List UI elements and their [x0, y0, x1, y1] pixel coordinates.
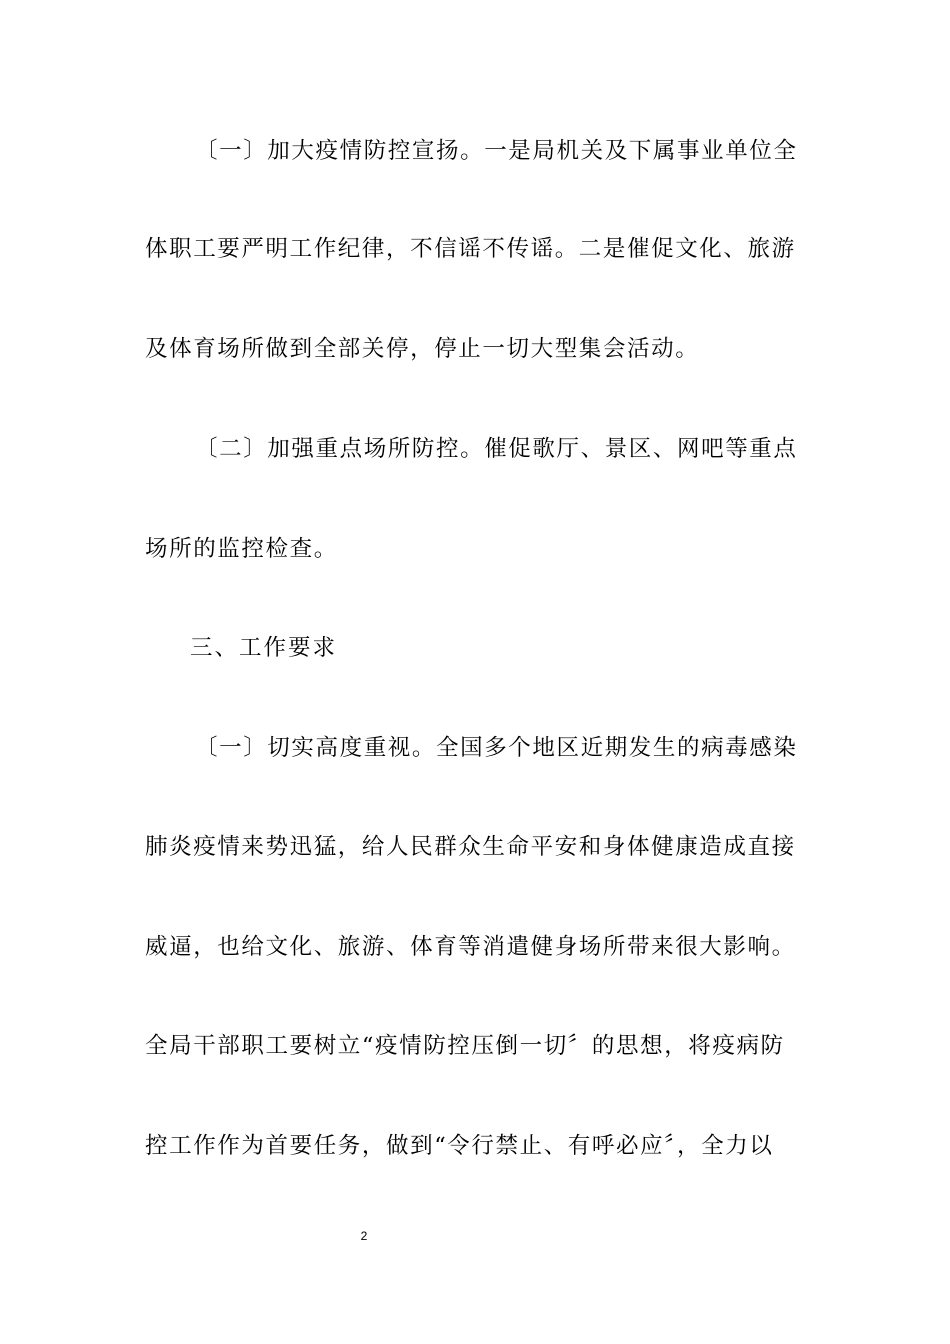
paragraph-line-9: 威逼，也给文化、旅游、体育等消遣健身场所带来很大影响。 — [145, 934, 796, 960]
paragraph-line-4: 〔二〕加强重点场所防控。催促歌厅、景区、网吧等重点 — [195, 436, 798, 462]
page-number: 2 — [360, 1229, 368, 1243]
paragraph-line-10: 全局干部职工要树立“疫情防控压倒一切〞的思想，将疫病防 — [145, 1033, 785, 1059]
section-heading: 三、工作要求 — [190, 635, 338, 661]
paragraph-line-5: 场所的监控检查。 — [145, 536, 338, 562]
paragraph-line-2: 体职工要严明工作纪律，不信谣不传谣。二是催促文化、旅游 — [145, 236, 796, 262]
paragraph-line-8: 肺炎疫情来势迅猛，给人民群众生命平安和身体健康造成直接 — [145, 834, 796, 860]
paragraph-line-1: 〔一〕加大疫情防控宣扬。一是局机关及下属事业单位全 — [195, 138, 798, 164]
paragraph-line-7: 〔一〕切实高度重视。全国多个地区近期发生的病毒感染 — [195, 735, 798, 761]
paragraph-line-11: 控工作作为首要任务，做到“令行禁止、有呼必应〞，全力以 — [145, 1133, 774, 1159]
paragraph-line-3: 及体育场所做到全部关停，停止一切大型集会活动。 — [145, 336, 700, 362]
